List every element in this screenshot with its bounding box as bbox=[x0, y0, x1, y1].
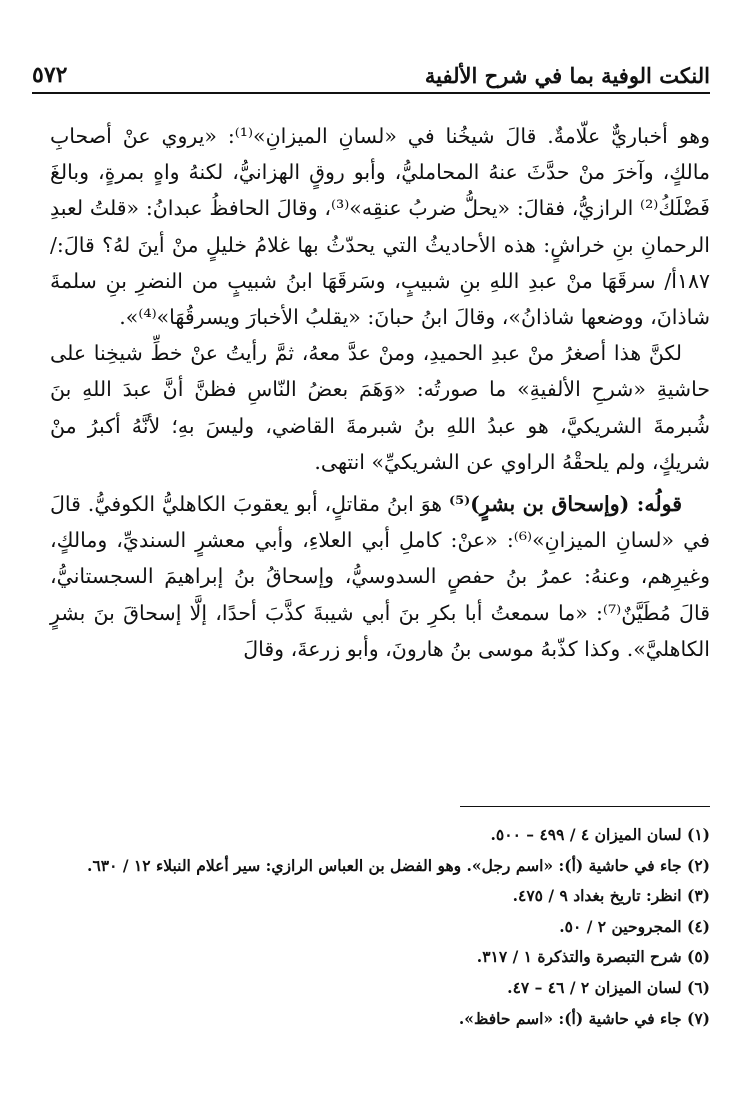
main-text bbox=[50, 118, 710, 667]
footnote-1: (١) لسان الميزان ٤ / ٤٩٩ – ٥٠٠. bbox=[490, 825, 710, 844]
footnote-3: (٣) انظر: تاريخ بغداد ٩ / ٤٧٥. bbox=[512, 886, 710, 906]
running-title: النكت الوفية بما في شرح الألفية bbox=[424, 63, 710, 88]
footnotes bbox=[50, 820, 710, 1034]
footnote-5: (٥) شرح التبصرة والتذكرة ١ / ٣١٧. bbox=[476, 947, 710, 967]
footnote-7: (٧) جاء في حاشية (أ): «اسم حافظ». bbox=[458, 1008, 710, 1028]
footnote-4: (٤) المجروحين ٢ / ٥٠. bbox=[559, 916, 710, 936]
footnote-6: (٦) لسان الميزان ٢ / ٤٦ – ٤٧. bbox=[507, 977, 710, 997]
paragraph-3 bbox=[50, 486, 710, 667]
paragraph-2: لكنَّ هذا أصغرُ منْ عبدِ الحميدِ، ومنْ عدَّ معهُ، ثمَّ رأيتُ عنْ خطِّ شيخِنا على حاشيةِ «شرحِ الألفيةِ» ما صورتُه: «وَهَمَ بعضُ النّاسِ فظنَّ أنَّ عبدَ اللهِ بنَ شُبرمةَ الشريكيَّ، هو عبدُ اللهِ بنُ شبرمةَ القاضي، وليسَ بهِ؛ لأنَّهُ أكبرُ منْ شريكٍ، ولم يلحقْهُ الراوي عن الشريكيِّ» انتهى. bbox=[50, 341, 710, 474]
footnote-2: (٢) جاء في حاشية (أ): «اسم رجل». وهو الفضل بن العباس الرازي: سير أعلام النبلاء ١٢ / ٦٣٠. bbox=[87, 855, 710, 875]
page-number: ٥٧٢ bbox=[32, 62, 68, 88]
paragraph-3-lead: قولُه: (وإسحاق بن بشرٍ)⁽⁵⁾ bbox=[448, 492, 682, 517]
footnote-divider bbox=[460, 806, 710, 807]
paragraph-3-text: هوَ ابنُ مقاتلٍ، أبو يعقوبَ الكاهليُّ الكوفيُّ. قالَ في «لسانِ الميزانِ»⁽⁶⁾: «عنْ: كاملِ أبي العلاءِ، وأبي معشرٍ السنديِّ، ومالكٍ، وغيرِهم، وعنهُ: عمرُ بنُ حفصٍ السدوسيُّ، وإسحاقُ بنُ إبراهيمَ السجستانيُّ، قالَ مُطَيَّنٌ⁽⁷⁾: «ما سمعتُ أبا بكرِ بنَ أبي شيبةَ كذَّبَ أحدًا، إلَّا إسحاقَ بنَ بشرٍ الكاهليَّ». وكذا كذّبهُ موسى بنُ هارونَ، وأبو زرعةَ، وقالَ bbox=[50, 492, 711, 661]
page-header bbox=[32, 50, 710, 94]
paragraph-1: وهو أخباريٌّ علّامةٌ. قالَ شيخُنا في «لسانِ الميزانِ»⁽¹⁾: «يروي عنْ أصحابِ مالكٍ، وآخرَ منْ حدَّثَ عنهُ المحامليُّ، وأبو روقٍ الهزانيُّ، لكنهُ واهٍ بمرةٍ، وبالغَ فَضْلَكُ⁽²⁾ الرازيُّ، فقالَ: «يحلُّ ضربُ عنقِه»⁽³⁾، وقالَ الحافظُ عبدانُ: «قلتُ لعبدِ الرحمانِ بنِ خراشٍ: هذه الأحاديثُ التي يحدّثُ بها غلامُ خليلٍ منْ أينَ لهُ؟ قالَ:/١٨٧أ/ سرقَهَا منْ عبدِ اللهِ بنِ شبيبٍ، وسَرقَهَا ابنُ شبيبٍ من النضرِ بنِ سلمةَ شاذانَ، ووضعها شاذانُ»، وقالَ ابنُ حبانَ: «يقلبُ الأخبارَ ويسرقُهَا»⁽⁴⁾». bbox=[50, 124, 710, 330]
